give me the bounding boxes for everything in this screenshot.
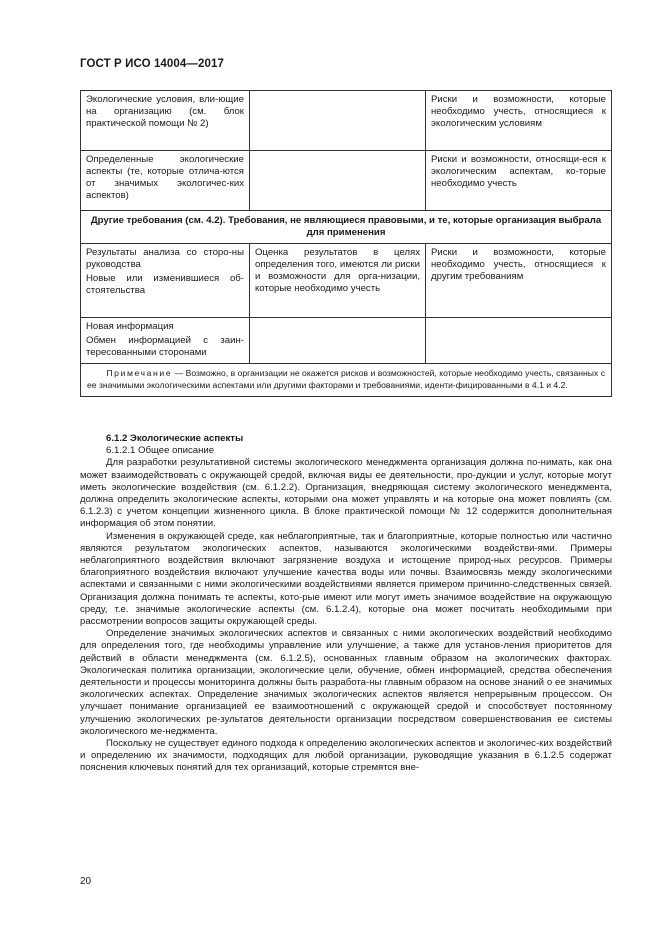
body-paragraph: Изменения в окружающей среде, как неблагоприятные, так и благоприятные, которые полностью или частично являются результатом экологических аспектов, называются экологическими воздействи-ями. Примеры неблагоприятного воздействия включают загрязнение воздуха и истощение природ-ных ресурсов. Примеры благоприятного воздействия включают улучшение качества воды или почвы. Взаимосвязь между экологическими аспектами и связанными с ними экологическими воздействиями является примером причинно-следственных связей. Организация должна понимать те аспекты, кото-рые имеют или могут иметь значимое воздействие на окружающую среду, т.е. значимые экологические аспекты (см. 6.1.2.4), которые она может посчитать необходимыми при рассмотрении вопросов защиты окружающей среды. (80, 530, 612, 628)
cell-text: Новые или изменившиеся об-стоятельства (86, 273, 244, 296)
body-paragraph: Поскольку не существует единого подхода к определению экологических аспектов и экологичес-ких воздействий и определению их значимости, подходящих для любой организации, руководящие указания в 6.1.2.5 содержат пояснения ключевых понятий для тех организаций, которые стремятся вне- (80, 738, 612, 774)
table-cell (250, 318, 426, 364)
requirements-table (80, 90, 612, 397)
table-note-row (81, 364, 612, 397)
document-header: ГОСТ Р ИСО 14004—2017 (80, 58, 225, 70)
body-paragraph: Для разработки результативной системы экологического менеджмента организация должна по-нимать, как она может взаимодействовать с окружающей средой, включая виды ее деятельности, про-дукции и услуг, которые могут иметь экологические воздействия (см. 6.1.2.2). Организация, внедряющая систему экологического менеджмента, должна определить экологические аспекты, которыми она может управлять и на которые она может повлиять (см. 6.1.2.3) с учетом концепции жизненного цикла. В блоке практической помощи № 12 содержится дополнительная информация об этом понятии. (80, 457, 612, 530)
section-header: Другие требования (см. 4.2). Требования, не являющиеся правовыми, и те, которые организация выбрала для применения (81, 211, 612, 244)
table-cell (81, 318, 250, 364)
table-row (81, 151, 612, 211)
table-note (81, 364, 612, 397)
section-heading: 6.1.2 Экологические аспекты (106, 433, 244, 444)
cell-text: Результаты анализа со сторо-ны руководства (86, 247, 244, 270)
table-cell (426, 91, 612, 151)
cell-text: Риски и возможности, которые необходимо учесть, относящиеся к другим требованиям (431, 247, 606, 282)
cell-text: Обмен информацией с заин-тересованными сторонами (86, 335, 244, 358)
table-row (81, 318, 612, 364)
table-cell (250, 91, 426, 151)
subsection-heading: 6.1.2.1 Общее описание (106, 445, 215, 457)
table-cell (426, 151, 612, 211)
cell-text: Новая информация (86, 321, 174, 332)
table-cell (81, 91, 250, 151)
document-body (80, 433, 612, 775)
table-section-header-row (81, 211, 612, 244)
table-row (81, 91, 612, 151)
table-cell (81, 151, 250, 211)
note-text: — Возможно, в организации не окажется рисков и возможностей, которые необходимо учесть, связанных с ее значимыми экологическими аспектами или другими факторами и требованиями, иденти-фицированными в 4.1 и 4.2. (87, 368, 605, 390)
table-cell (250, 151, 426, 211)
cell-text: Риски и возможности, относящи-еся к экологическим аспектам, ко-торые необходимо учесть (431, 154, 606, 189)
table-cell (426, 244, 612, 318)
cell-text: Риски и возможности, которые необходимо учесть, относящиеся к экологическим условиям (431, 94, 606, 129)
body-paragraph: Определение значимых экологических аспектов и связанных с ними экологических воздействий необходимо для определения того, где необходимы управление или улучшение, а также для установ-ления приоритетов для действий в области менеджмента (см. 6.1.2.5), основанных главным образом на экологических факторах. Экологическая политика организации, экологические цели, обучение, обмен информацией, средства обеспечения деятельности и процессы мониторинга должны быть разработа-ны главным образом на основе знаний о ее значимых экологических аспектах. Определение значимых экологических аспектов является непрерывным процессом. Он улучшает понимание организацией ее взаимоотношений с окружающей средой и способствует постоянному улучшению экологических ре-зультатов деятельности организации посредством совершенствования ее системы экологического ме-неджмента. (80, 628, 612, 737)
table-cell (426, 318, 612, 364)
cell-text: Оценка результатов в целях определения того, имеются ли риски и возможности для орга-низации, которые необходимо учесть (255, 247, 420, 294)
note-label: Примечание (106, 368, 173, 378)
table-cell (81, 244, 250, 318)
cell-text: Определенные экологические аспекты (те, которые отлича-ются от значимых экологичес-ких аспектов) (86, 154, 244, 201)
table-cell (250, 244, 426, 318)
cell-text: Экологические условия, вли-ющие на организацию (см. блок практической помощи № 2) (86, 94, 244, 129)
table-row (81, 244, 612, 318)
page-number: 20 (80, 876, 92, 887)
